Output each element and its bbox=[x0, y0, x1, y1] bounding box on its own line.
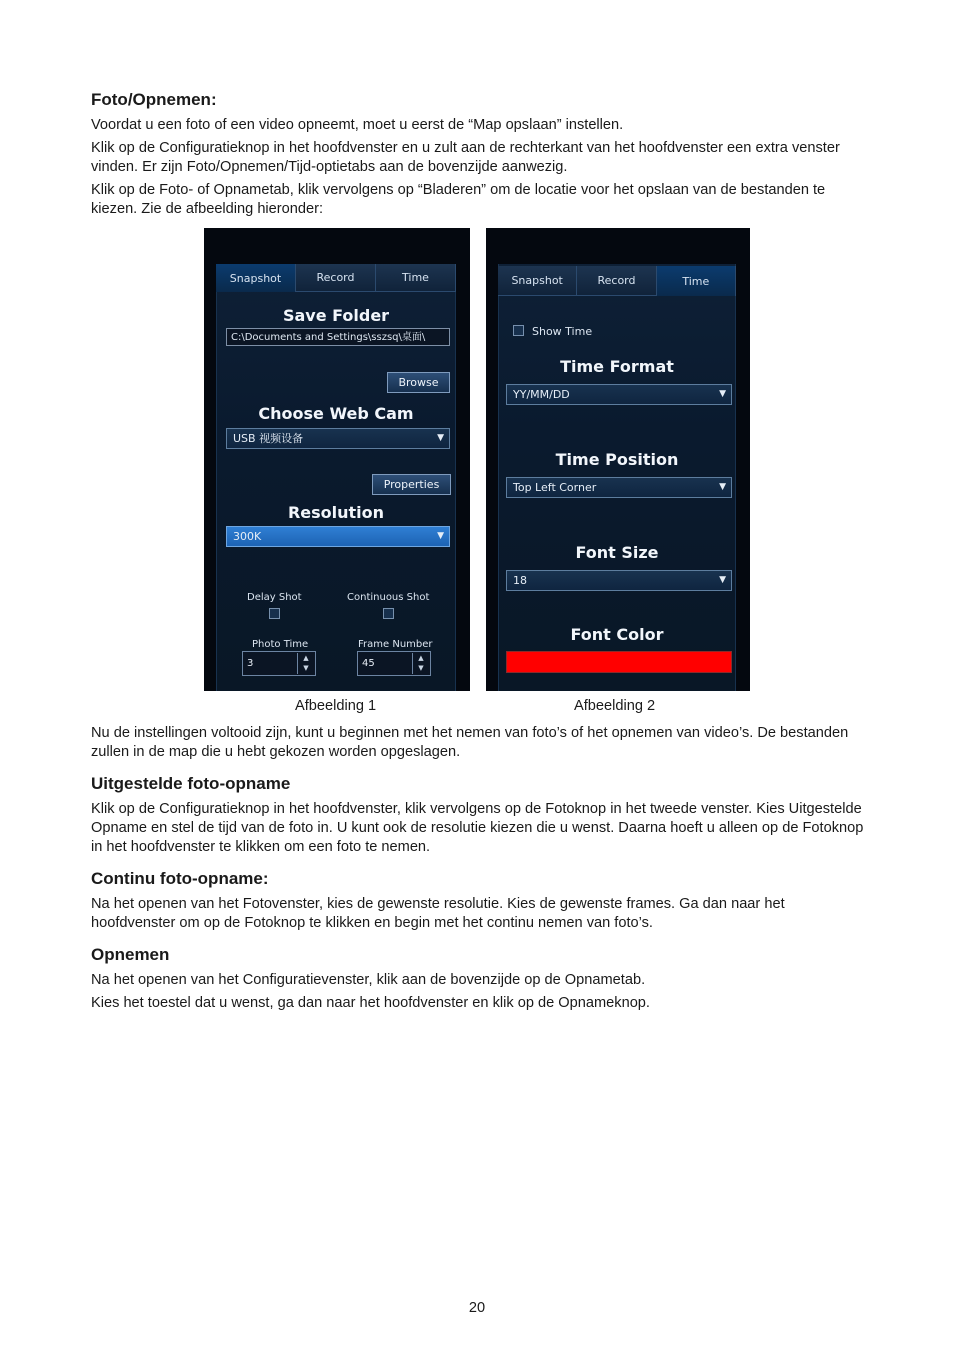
browse-button[interactable]: Browse bbox=[387, 372, 450, 393]
section-continu bbox=[91, 869, 866, 933]
tab-record[interactable]: Record bbox=[577, 266, 656, 296]
continuous-shot-checkbox[interactable] bbox=[383, 608, 394, 619]
font-size-dropdown[interactable] bbox=[506, 570, 732, 591]
section-title-continu: Continu foto-opname: bbox=[91, 869, 269, 888]
tab-time[interactable]: Time bbox=[376, 264, 456, 292]
paragraph: Na het openen van het Configuratievenster, klik aan de bovenzijde op de Opnametab. bbox=[91, 972, 646, 988]
photo-time-stepper[interactable] bbox=[242, 651, 316, 676]
save-folder-path-field[interactable]: C:\Documents and Settings\sszsq\桌面\ bbox=[226, 328, 450, 346]
paragraph: Klik op de Foto- of Opnametab, klik vervolgens op “Bladeren” om de locatie voor het opslaan van de bestanden te kiezen. Zie de afbeelding hieronder: bbox=[91, 182, 826, 217]
save-folder-heading: Save Folder bbox=[282, 306, 390, 325]
continuous-shot-label: Continuous Shot bbox=[347, 592, 430, 603]
resolution-heading: Resolution bbox=[287, 503, 385, 522]
tab-record[interactable]: Record bbox=[296, 264, 376, 292]
delay-shot-checkbox[interactable] bbox=[269, 608, 280, 619]
section-uitgesteld bbox=[91, 774, 866, 857]
figures bbox=[91, 228, 866, 724]
font-color-swatch[interactable] bbox=[506, 651, 732, 673]
time-position-dropdown[interactable] bbox=[506, 477, 732, 498]
paragraph: Na het openen van het Fotovenster, kies de gewenste resolutie. Kies de gewenste frames. Ga dan naar het hoofdvenster om op de Fotoknop te klikken en begin met het continu nemen van foto’s. bbox=[91, 896, 785, 931]
chevron-down-icon: ▼ bbox=[437, 531, 444, 541]
spin-arrows-icon[interactable]: ▲ ▼ bbox=[297, 653, 314, 674]
spin-arrows-icon[interactable]: ▲ ▼ bbox=[412, 653, 429, 674]
frame-number-label: Frame Number bbox=[358, 639, 433, 650]
font-size-heading: Font Size bbox=[575, 543, 659, 562]
choose-webcam-heading: Choose Web Cam bbox=[258, 404, 414, 423]
photo-time-label: Photo Time bbox=[252, 639, 309, 650]
tab-snapshot[interactable]: Snapshot bbox=[498, 266, 577, 296]
time-format-value: YY/MM/DD bbox=[513, 388, 570, 401]
resolution-dropdown[interactable] bbox=[226, 526, 450, 547]
chevron-down-icon: ▼ bbox=[437, 433, 444, 443]
font-color-heading: Font Color bbox=[570, 625, 664, 644]
resolution-value: 300K bbox=[233, 530, 262, 543]
time-format-heading: Time Format bbox=[560, 357, 674, 376]
photo-time-value: 3 bbox=[247, 658, 254, 669]
snapshot-settings-screenshot bbox=[204, 228, 470, 691]
webcam-value: USB 视频设备 bbox=[233, 432, 304, 445]
section-title-opnemen: Opnemen bbox=[91, 945, 170, 964]
show-time-checkbox[interactable] bbox=[513, 325, 524, 336]
show-time-label: Show Time bbox=[532, 325, 593, 338]
time-format-dropdown[interactable] bbox=[506, 384, 732, 405]
webcam-dropdown[interactable] bbox=[226, 428, 450, 449]
tab-bar bbox=[216, 264, 456, 292]
tab-bar bbox=[498, 266, 736, 296]
properties-button[interactable]: Properties bbox=[372, 474, 451, 495]
paragraph: Nu de instellingen voltooid zijn, kunt u beginnen met het nemen van foto’s of het opnemen van video’s. De bestanden zullen in de map die u hebt gekozen worden opgeslagen. bbox=[91, 725, 849, 760]
paragraph: Voordat u een foto of een video opneemt, moet u eerst de “Map opslaan” instellen. bbox=[91, 117, 624, 133]
figure-caption-1: Afbeelding 1 bbox=[295, 698, 377, 714]
paragraph: Klik op de Configuratieknop in het hoofdvenster en u zult aan de rechterkant van het hoofdvenster een extra venster vinden. Er zijn Foto/Opnemen/Tijd-optietabs aan de bovenzijde aanwezig. bbox=[91, 140, 840, 175]
chevron-down-icon: ▼ bbox=[719, 575, 726, 585]
delay-shot-label: Delay Shot bbox=[247, 592, 302, 603]
section-opnemen bbox=[91, 945, 866, 1013]
time-position-heading: Time Position bbox=[555, 450, 679, 469]
chevron-down-icon: ▼ bbox=[719, 482, 726, 492]
section-title-uitgesteld: Uitgestelde foto-opname bbox=[91, 774, 291, 793]
page-number: 20 bbox=[468, 1300, 486, 1316]
figure-caption-2: Afbeelding 2 bbox=[574, 698, 656, 714]
font-size-value: 18 bbox=[513, 574, 527, 587]
paragraph: Klik op de Configuratieknop in het hoofdvenster, klik vervolgens op de Fotoknop in het tweede venster. Kies Uitgestelde Opname en stel de tijd van de foto in. U kunt ook de resolutie kiezen die u wenst. Daarna hoeft u alleen op de Fotoknop in het hoofdvenster te klikken om een foto te nemen. bbox=[91, 801, 864, 855]
section-title-foto: Foto/Opnemen: bbox=[91, 90, 217, 109]
page-content bbox=[91, 90, 866, 1017]
frame-number-value: 45 bbox=[362, 658, 375, 669]
tab-time[interactable]: Time bbox=[657, 266, 736, 296]
paragraph: Kies het toestel dat u wenst, ga dan naar het hoofdvenster en klik op de Opnameknop. bbox=[91, 995, 650, 1011]
frame-number-stepper[interactable] bbox=[357, 651, 431, 676]
chevron-down-icon: ▼ bbox=[719, 389, 726, 399]
time-settings-screenshot bbox=[486, 228, 750, 691]
time-position-value: Top Left Corner bbox=[513, 481, 597, 494]
tab-snapshot[interactable]: Snapshot bbox=[216, 264, 296, 292]
